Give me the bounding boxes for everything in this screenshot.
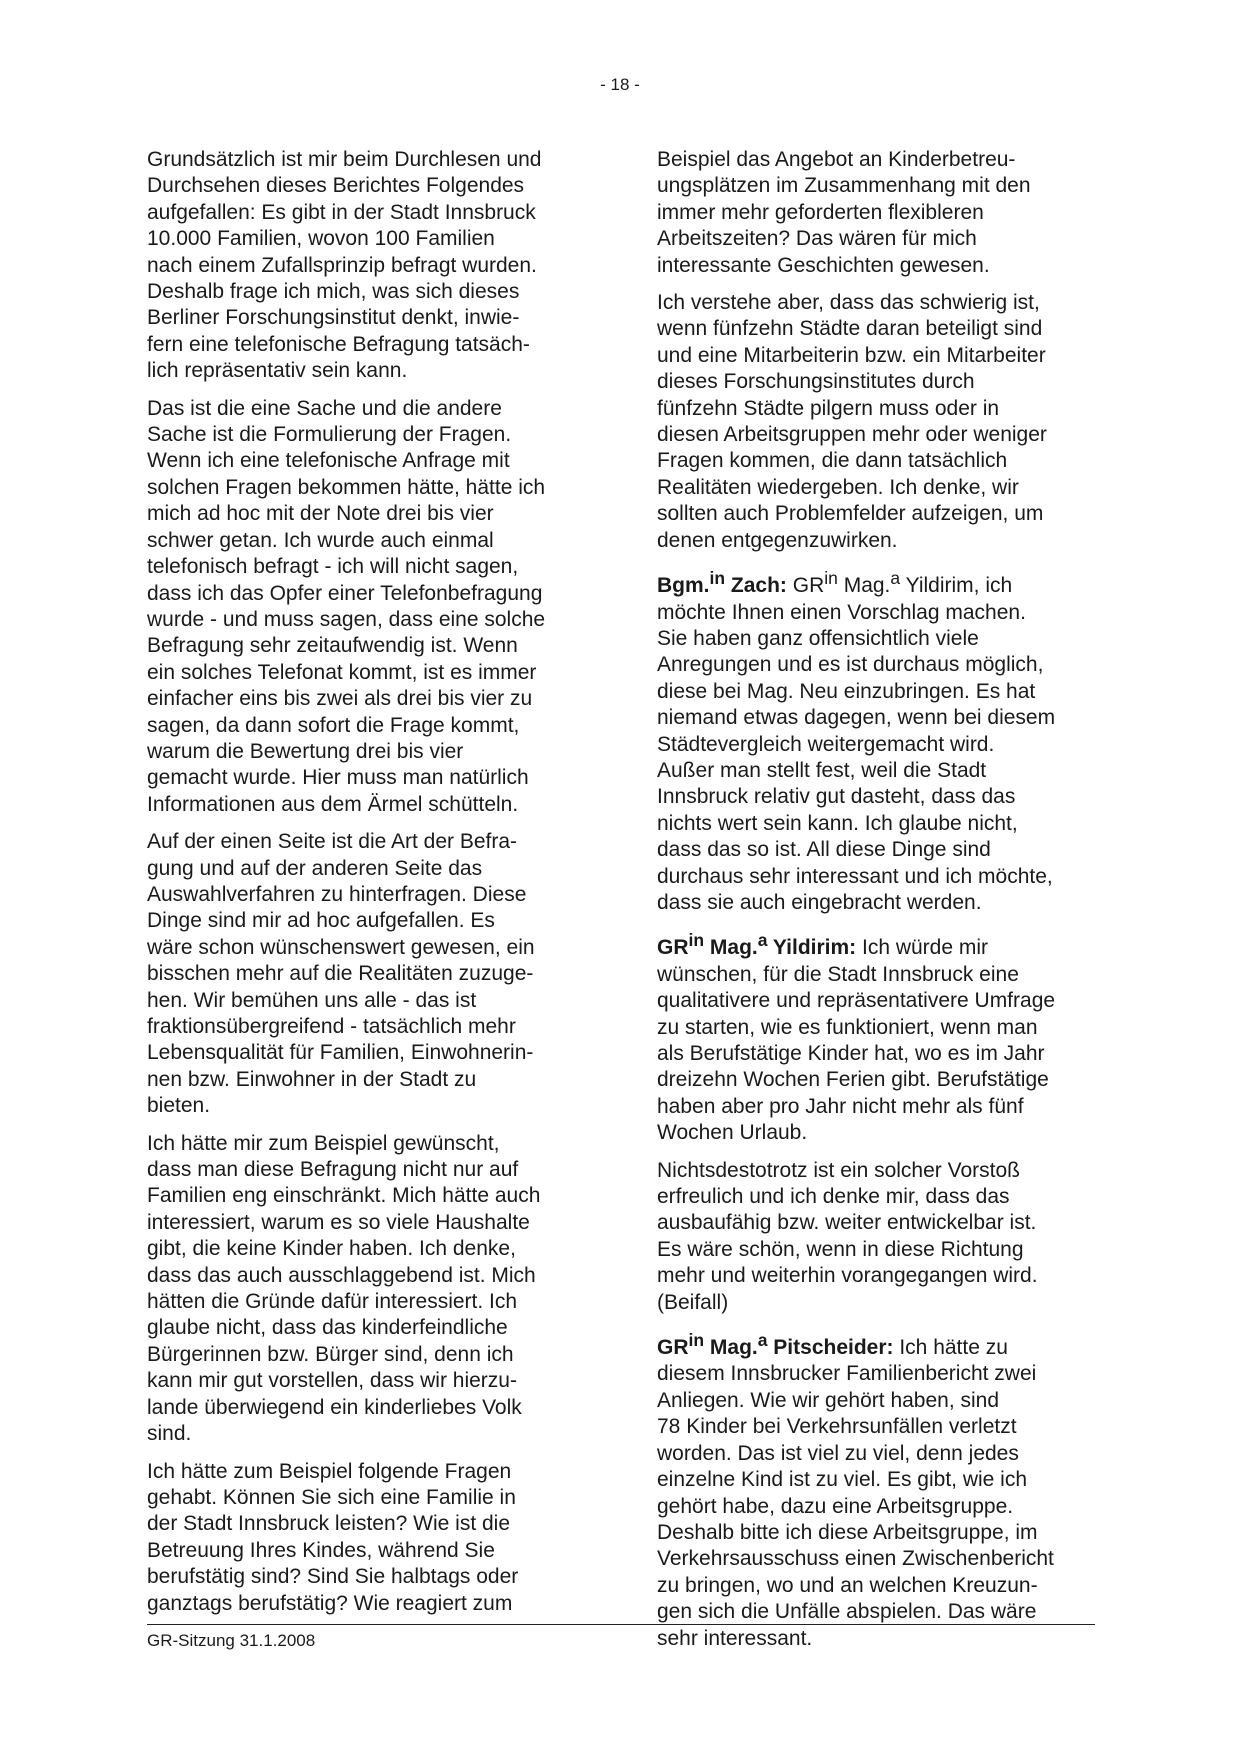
speech-text: Ich hätte zu diesem Innsbrucker Familienbericht zwei Anliegen. Wie wir gehört haben, sind 78 Kinder bei Verkehrsunfällen verletzt worden. Das ist viel zu viel, denn jedes einzelne Kind ist zu viel. Es gibt, wie ich gehört habe, dazu eine Arbeitsgruppe. Deshalb bitte ich diese Arbeitsgruppe, im Verkehrsausschuss einen Zwischenbericht zu bringen, wo und an welchen Kreuzun- gen sich die Unfälle abspielen. Das wäre sehr interessant. — [657, 1336, 1054, 1650]
speech-zach — [657, 565, 1097, 916]
paragraph: Das ist die eine Sache und die andere Sache ist die Formulierung der Fragen. Wenn ich eine telefonische Anfrage mit solchen Fragen bekommen hätte, hätte ich mich ad hoc mit der Note drei bis vier schwer getan. Ich wurde auch einmal telefonisch befragt - ich will nicht sagen, dass ich das Opfer einer Telefonbefragung wurde - und muss sagen, dass eine solche Befragung sehr zeitaufwendig ist. Wenn ein solches Telefonat kommt, ist es immer einfacher eins bis zwei als drei bis vier zu sagen, da dann sofort die Frage kommt, warum die Bewertung drei bis vier gemacht wurde. Hier muss man natürlich Informationen aus dem Ärmel schütteln. — [147, 396, 546, 816]
speaker-label — [657, 1330, 894, 1360]
paragraph: Beispiel das Angebot an Kinderbetreu- ungsplätzen im Zusammenhang mit den immer mehr geforderten flexibleren Arbeitszeiten? Das wären für mich interessante Geschichten gewesen. — [657, 148, 1031, 277]
paragraph: Ich verstehe aber, dass das schwierig ist, wenn fünfzehn Städte daran beteiligt sind und eine Mitarbeiterin bzw. ein Mitarbeiter dieses Forschungsinstitutes durch fünfzehn Städte pilgern muss oder in diesen Arbeitsgruppen mehr oder weniger Fragen kommen, die dann tatsächlich Realitäten wiedergeben. Ich denke, wir sollten auch Problemfelder aufzeigen, um denen entgegenzuwirken. — [657, 291, 1047, 552]
addressee-title: GR — [786, 574, 825, 598]
speaker-degree-suffix: a — [757, 930, 768, 951]
addressee-degree-suffix: a — [890, 568, 901, 589]
speaker-label — [657, 568, 787, 598]
speaker-suffix: in — [709, 568, 726, 589]
speaker-title: GR — [657, 936, 689, 960]
speaker-title: GR — [657, 1336, 689, 1360]
left-column — [147, 147, 587, 1628]
speech-pitscheider — [657, 1327, 1097, 1652]
speech-text: Yildirim, ich möchte Ihnen einen Vorschlag machen. Sie haben ganz offensichtlich viele Anregungen und es ist durchaus möglich, diese bei Mag. Neu einzubringen. Es hat niemand etwas dagegen, wenn bei diesem Städtevergleich weitergemacht wird. Außer man stellt fest, weil die Stadt Innsbruck relativ gut dasteht, dass das nichts wert sein kann. Ich glaube nicht, dass das so ist. All diese Dinge sind durchaus sehr interessant und ich möchte, dass sie auch eingebracht werden. — [657, 574, 1056, 914]
paragraph: Ich hätte mir zum Beispiel gewünscht, dass man diese Befragung nicht nur auf Familien eng einschränkt. Mich hätte auch interessiert, warum es so viele Haushalte gibt, die keine Kinder haben. Ich denke, dass das auch ausschlaggebend ist. Mich hätten die Gründe dafür interessiert. Ich glaube nicht, dass das kinderfeindliche Bürgerinnen bzw. Bürger sind, denn ich kann mir gut vorstellen, dass wir hierzu- lande überwiegend ein kinderliebes Volk sind. — [147, 1131, 541, 1446]
speaker-degree: Mag. — [704, 1336, 758, 1360]
paragraph: Auf der einen Seite ist die Art der Befra- gung und auf der anderen Seite das Auswahlverfahren zu hinterfragen. Diese Dinge sind mir ad hoc aufgefallen. Es wäre schon wünschenswert gewesen, ein bisschen mehr auf die Realitäten zuzuge- hen. Wir bemühen uns alle - das ist fraktionsübergreifend - tatsächlich mehr Lebensqualität für Familien, Einwohnerin- nen bzw. Einwohner in der Stadt zu bieten. — [147, 830, 535, 1118]
speaker-suffix: in — [688, 1330, 705, 1351]
addressee-degree: Mag. — [837, 574, 891, 598]
speech-text: Ich würde mir wünschen, für die Stadt Innsbruck eine qualitativere und repräsentativere Umfrage zu starten, wie es funktioniert, wenn man als Berufstätige Kinder hat, wo es im Jahr dreizehn Wochen Ferien gibt. Berufstätige haben aber pro Jahr nicht mehr als fünf Wochen Urlaub. — [657, 936, 1056, 1145]
speaker-label — [657, 930, 857, 960]
paragraph: Nichtsdestotrotz ist ein solcher Vorstoß erfreulich und ich denke mir, dass das ausbaufähig bzw. weiter entwickelbar ist. Es wäre schön, wenn in diese Richtung mehr und weiterhin vorangegangen wird. (Beifall) — [657, 1158, 1038, 1314]
speaker-name: Zach: — [725, 574, 787, 598]
addressee-suffix: in — [824, 568, 838, 589]
speaker-title: Bgm. — [657, 574, 710, 598]
speaker-name: Pitscheider: — [767, 1336, 894, 1360]
paragraph: Ich hätte zum Beispiel folgende Fragen gehabt. Können Sie sich eine Familie in der Stadt Innsbruck leisten? Wie ist die Betreuung Ihres Kindes, während Sie berufstätig sind? Sind Sie halbtags oder ganztags berufstätig? Wie reagiert zum — [147, 1459, 519, 1615]
right-column — [657, 147, 1097, 1663]
speaker-degree-suffix: a — [757, 1330, 768, 1351]
speech-yildirim — [657, 927, 1097, 1146]
paragraph: Grundsätzlich ist mir beim Durchlesen und Durchsehen dieses Berichtes Folgendes aufgefallen: Es gibt in der Stadt Innsbruck 10.000 Familien, wovon 100 Familien nach einem Zufallsprinzip befragt wurden. Deshalb frage ich mich, was sich dieses Berliner Forschungsinstitut denkt, inwie- fern eine telefonische Befragung tatsäch- lich repräsentativ sein kann. — [147, 148, 542, 383]
speaker-name: Yildirim: — [767, 936, 857, 960]
speaker-degree: Mag. — [704, 936, 758, 960]
footer: GR-Sitzung 31.1.2008 — [147, 1624, 1095, 1652]
page-number: - 18 - — [600, 75, 640, 94]
speaker-suffix: in — [688, 930, 705, 951]
